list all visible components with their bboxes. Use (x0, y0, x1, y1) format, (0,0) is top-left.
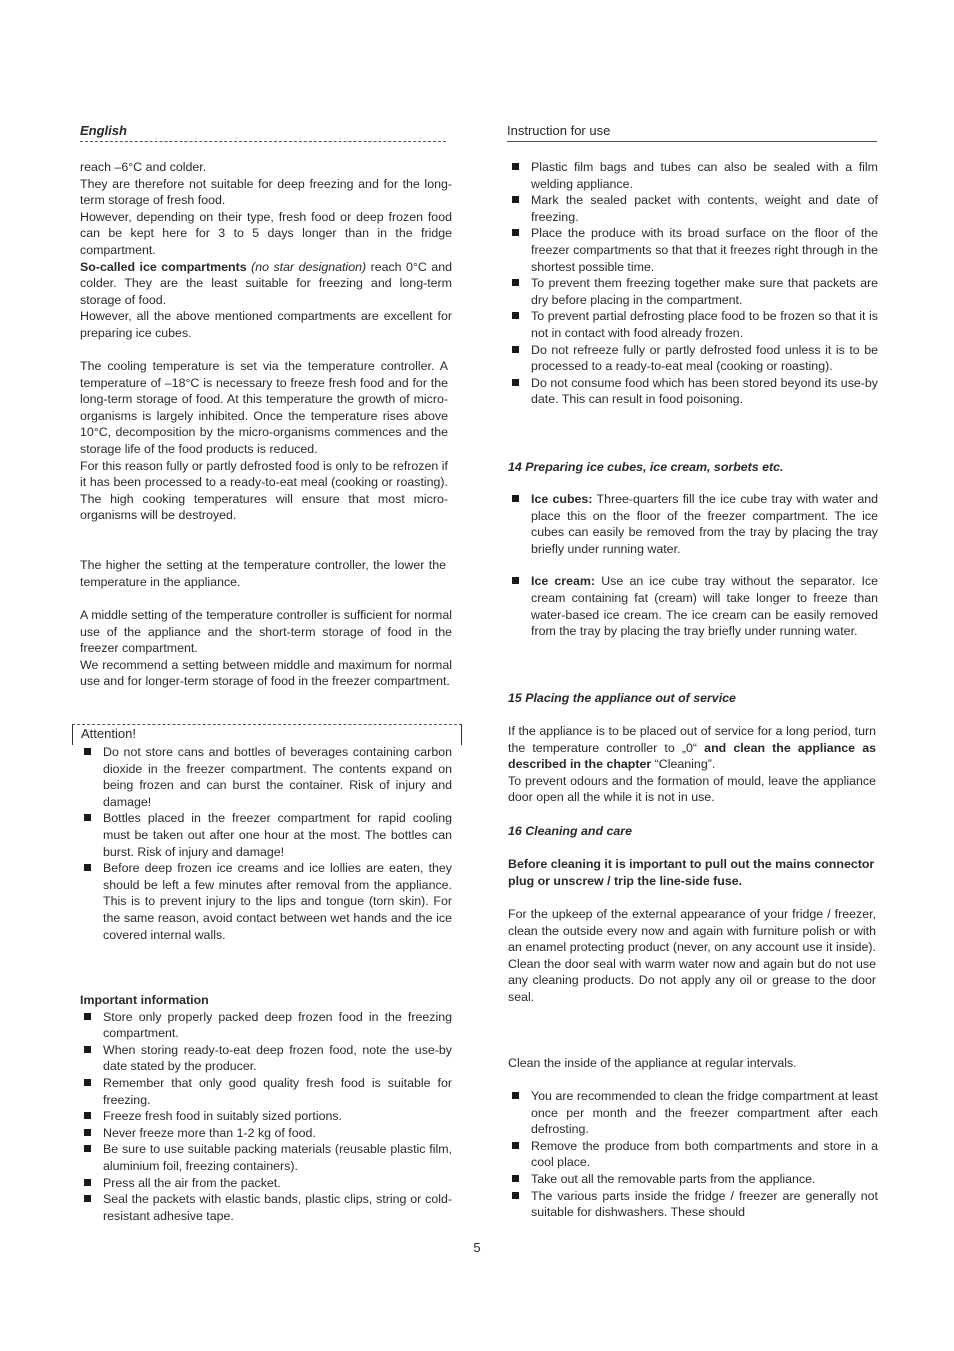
list-item: Be sure to use suitable packing materials (reusable plastic film, aluminium foil, freezing containers). (80, 1141, 452, 1174)
freezing-tips-list (508, 159, 878, 408)
setting-text (80, 607, 452, 690)
header-language: English (80, 123, 446, 142)
attention-list (80, 744, 452, 943)
list-item-ice-cubes (508, 491, 878, 557)
section-14-list (508, 491, 878, 640)
list-item: Do not refreeze fully or partly defrosted food unless it is to be processed to a ready-to-eat meal (cooking or roasting). (508, 342, 878, 375)
list-item: When storing ready-to-eat deep frozen food, note the use-by date stated by the producer. (80, 1042, 452, 1075)
list-item-ice-cream (508, 573, 878, 639)
section-15-title: 15 Placing the appliance out of service (508, 691, 736, 705)
section-15-block (508, 723, 876, 806)
text: Use an ice cube tray without the separator. Ice cream containing fat (cream) will take longer to freeze than water-based ice cream. The ice cream can be easily removed from the tray by placing the tray briefly under running water. (531, 574, 878, 639)
list-item: Remove the produce from both compartments and store in a cool place. (508, 1138, 878, 1171)
paragraph: To prevent odours and the formation of mould, leave the appliance door open all the while it is not in use. (508, 773, 876, 805)
cleaning-list-block (508, 1088, 878, 1221)
paragraph: They are therefore not suitable for deep freezing and for the long-term storage of fresh food. (80, 176, 452, 208)
cleaning-exterior-text: For the upkeep of the external appearance of your fridge / freezer, clean the outside every now and again with furniture polish or with an enamel protecting product (never, on any account use it inside). Clean the door seal with warm water now and again but do not use any cleaning products. Do not apply any oil or grease to the door seal. (508, 907, 876, 1004)
list-item: Never freeze more than 1-2 kg of food. (80, 1125, 452, 1142)
text: Three-quarters fill the ice cube tray with water and place this on the floor of the freezer compartment. The ice cubes can easily be removed from the tray by placing the tray briefly under running water. (531, 492, 878, 556)
list-item: Mark the sealed packet with contents, weight and date of freezing. (508, 192, 878, 225)
paragraph: reach –6°C and colder. (80, 160, 207, 174)
text: If the appliance is to be placed out of service for a long period, turn the temperature controller to „0“ (508, 724, 876, 755)
list-item: Freeze fresh food in suitably sized portions. (80, 1108, 452, 1125)
page-number: 5 (473, 1240, 481, 1255)
list-item: Press all the air from the packet. (80, 1175, 452, 1192)
controller-text (80, 557, 446, 590)
freezing-tips-block (508, 159, 878, 408)
paragraph: However, depending on their type, fresh food or deep frozen food can be kept here for 3 to 5 days longer than in the fridge compartment. (80, 209, 452, 257)
attention-list-block (80, 744, 452, 943)
term: Ice cream: (531, 574, 596, 589)
list-item: Do not consume food which has been stored beyond its use-by date. This can result in food poisoning. (508, 375, 878, 408)
term: So-called ice compartments (80, 259, 247, 274)
section-16-title: 16 Cleaning and care (508, 824, 632, 838)
header-title: Instruction for use (507, 123, 877, 142)
cleaning-list (508, 1088, 878, 1221)
list-item: Seal the packets with elastic bands, plastic clips, string or cold-resistant adhesive tape. (80, 1191, 452, 1224)
paragraph: For this reason fully or partly defrosted food is only to be refrozen if it has been processed to a ready-to-eat meal (cooking or roasting). The high cooking temperatures will ensure that most micro-organisms will be destroyed. (80, 458, 448, 523)
list-item: Take out all the removable parts from the appliance. (508, 1171, 878, 1188)
paragraph: The cooling temperature is set via the temperature controller. A temperature of –18°C is necessary to freeze fresh food and for the long-term storage of food. At this temperature the growth of micro-organisms is largely inhibited. Once the temperature rises above 10°C, decomposition by the micro-organisms commences and the storage life of the food products is reduced. (80, 359, 448, 456)
list-item: Plastic film bags and tubes can also be sealed with a film welding appliance. (508, 159, 878, 192)
paragraph: However, all the above mentioned compartments are excellent for preparing ice cubes. (80, 309, 452, 340)
emphasis: and clean the appliance as described in the chapter (508, 740, 876, 772)
list-item: Store only properly packed deep frozen food in the freezing compartment. (80, 1009, 452, 1042)
cleaning-warning: Before cleaning it is important to pull out the mains connector plug or unscrew / trip the line-side fuse. (508, 857, 875, 888)
list-item: The various parts inside the fridge / freezer are generally not suitable for dishwashers. These should (508, 1188, 878, 1221)
temperature-text (80, 358, 448, 524)
term: Ice cubes: (531, 492, 593, 506)
paragraph-ice-compartments (80, 259, 452, 309)
important-title: Important information (80, 993, 209, 1007)
paragraph: A middle setting of the temperature controller is sufficient for normal use of the appliance and the short-term storage of food in the freezer compartment. (80, 608, 452, 656)
paragraph: The higher the setting at the temperature controller, the lower the temperature in the appliance. (80, 558, 446, 589)
paragraph: We recommend a setting between middle and maximum for normal use and for longer-term storage of food in the freezer compartment. (80, 657, 452, 689)
list-item: Do not store cans and bottles of beverages containing carbon dioxide in the freezer compartment. The contents expand on being frozen and can burst the container. Risk of injury and damage! (80, 744, 452, 810)
list-item: Place the produce with its broad surface on the floor of the freezer compartments so that that it freezes right through in the shortest possible time. (508, 225, 878, 275)
list-item: You are recommended to clean the fridge compartment at least once per month and the freezer compartment after each defrosting. (508, 1088, 878, 1138)
text: reach 0°C and colder. They are the least suitable for freezing and long-term storage of food. (80, 259, 452, 307)
attention-box (72, 724, 462, 745)
term-note: (no star designation) (251, 259, 367, 274)
important-block (80, 992, 452, 1224)
list-item: To prevent them freezing together make sure that packets are dry before placing in the compartment. (508, 275, 878, 308)
cleaning-interior-text: Clean the inside of the appliance at regular intervals. (508, 1056, 797, 1070)
list-item: Bottles placed in the freezer compartment for rapid cooling must be taken out after one hour at the most. The bottles can burst. Risk of injury and damage! (80, 810, 452, 860)
list-item: Before deep frozen ice creams and ice lollies are eaten, they should be left a few minutes after removal from the appliance. This is to prevent injury to the lips and tongue (torn skin). For the same reason, avoid contact between wet hands and the ice covered internal walls. (80, 860, 452, 943)
intro-text (80, 159, 452, 342)
text: “Cleaning”. (654, 757, 716, 772)
list-item: To prevent partial defrosting place food to be frozen so that it is not in contact with food already frozen. (508, 308, 878, 341)
attention-label: Attention! (81, 726, 136, 741)
section-14-title: 14 Preparing ice cubes, ice cream, sorbets etc. (508, 460, 784, 474)
list-item: Remember that only good quality fresh food is suitable for freezing. (80, 1075, 452, 1108)
paragraph-out-of-service (508, 723, 876, 773)
section-14-block (508, 491, 878, 640)
important-list (80, 1009, 452, 1225)
